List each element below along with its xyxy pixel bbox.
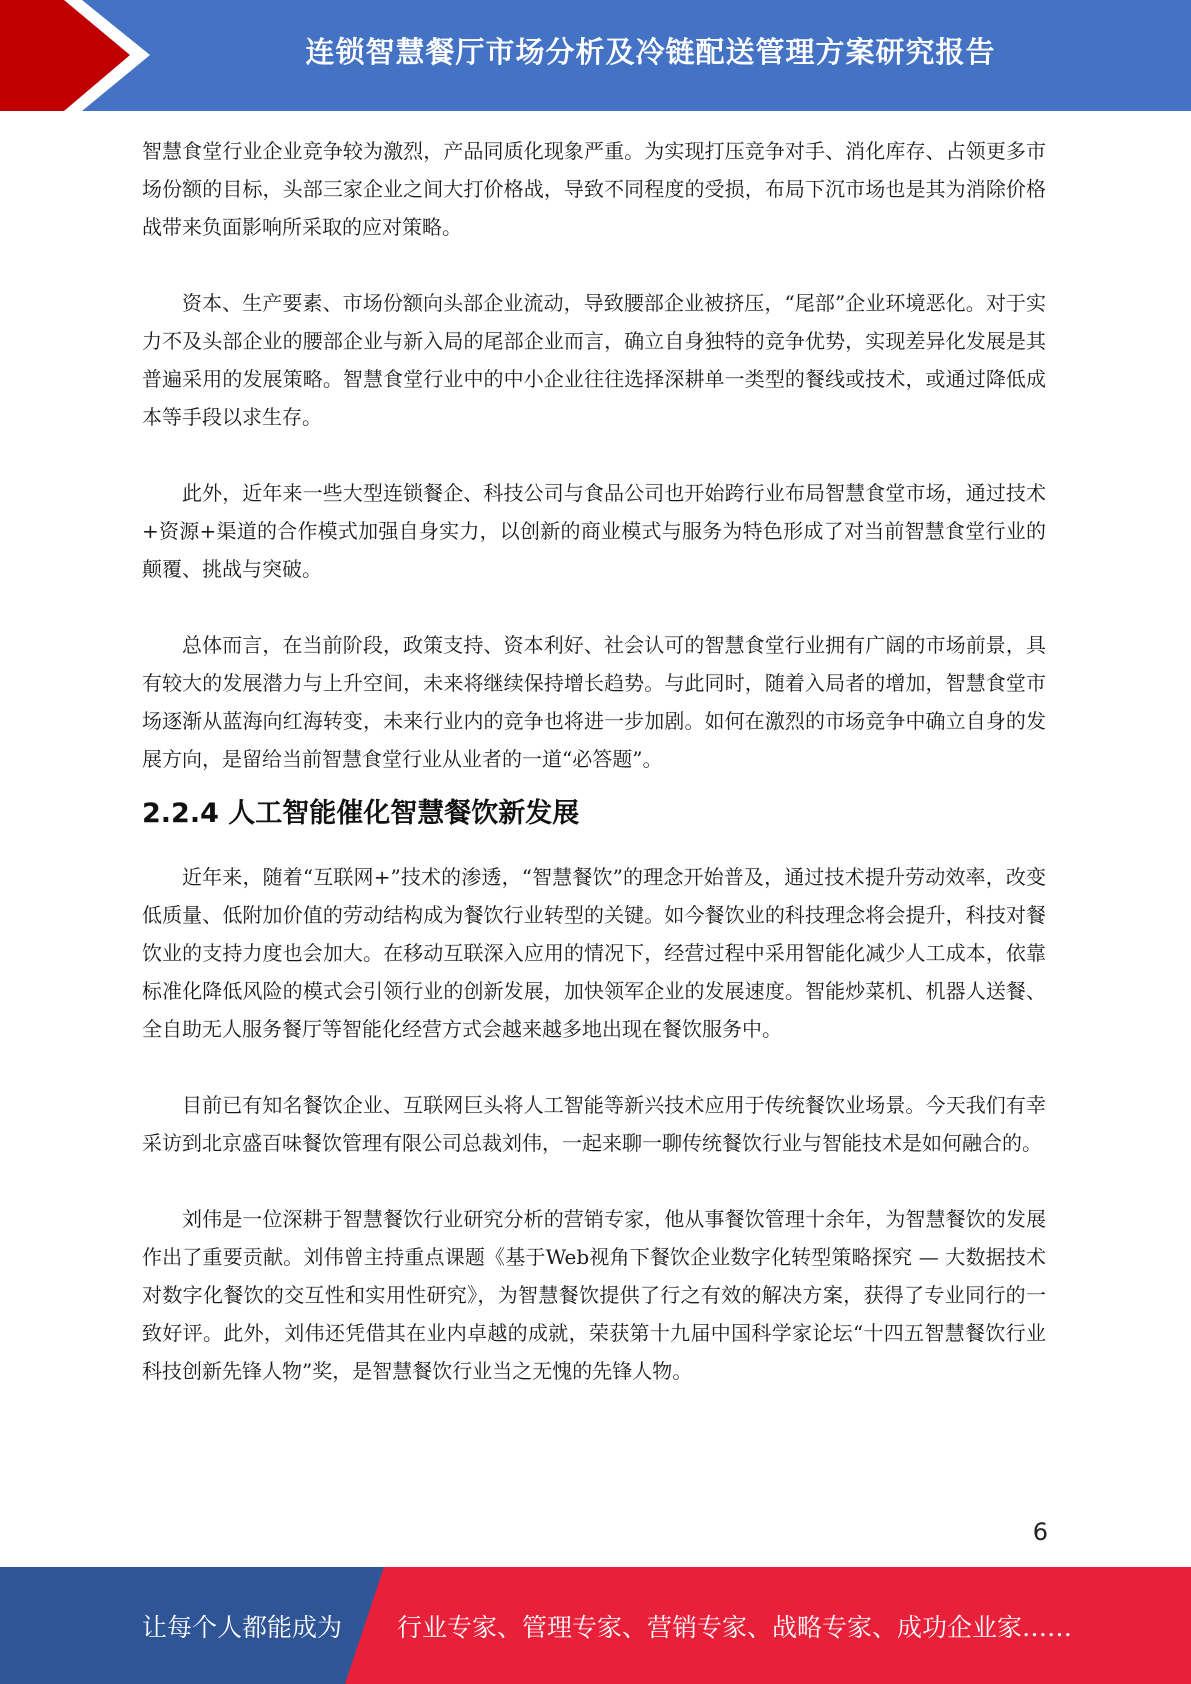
footer-slogan-right: 行业专家、管理专家、营销专家、战略专家、成功企业家…… (397, 1612, 1073, 1642)
paragraph: 此外，近年来一些大型连锁餐企、科技公司与食品公司也开始跨行业布局智慧食堂市场，通过技术+资源+渠道的合作模式加强自身实力，以创新的商业模式与服务为特色形成了对当前智慧食堂行业的颠覆、挑战与突破。 (142, 481, 1046, 581)
page-footer (0, 1567, 1191, 1684)
paragraph: 近年来，随着“互联网+”技术的渗透，“智慧餐饮”的理念开始普及，通过技术提升劳动效率，改变低质量、低附加价值的劳动结构成为餐饮行业转型的关键。如今餐饮业的科技理念将会提升，科技对餐饮业的支持力度也会加大。在移动互联深入应用的情况下，经营过程中采用智能化减少人工成本，依靠标准化降低风险的模式会引领行业的创新发展，加快领军企业的发展速度。智能炒菜机、机器人送餐、全自助无人服务餐厅等智能化经营方式会越来越多地出现在餐饮服务中。 (142, 865, 1046, 1041)
section-heading: 2.2.4 人工智能催化智慧餐饮新发展 (142, 798, 580, 829)
page-header (0, 0, 1191, 111)
paragraph: 智慧食堂行业企业竞争较为激烈，产品同质化现象严重。为实现打压竞争对手、消化库存、占领更多市场份额的目标，头部三家企业之间大打价格战，导致不同程度的受损，布局下沉市场也是其为消除价格战带来负面影响所采取的应对策略。 (142, 139, 1046, 239)
header-arrow-decoration (0, 0, 160, 111)
paragraph: 资本、生产要素、市场份额向头部企业流动，导致腰部企业被挤压，“尾部”企业环境恶化。对于实力不及头部企业的腰部企业与新入局的尾部企业而言，确立自身独特的竞争优势，实现差异化发展是其普遍采用的发展策略。智慧食堂行业中的中小企业往往选择深耕单一类型的餐线或技术，或通过降低成本等手段以求生存。 (142, 291, 1046, 429)
report-title: 连锁智慧餐厅市场分析及冷链配送管理方案研究报告 (305, 34, 996, 69)
paragraph: 总体而言，在当前阶段，政策支持、资本利好、社会认可的智慧食堂行业拥有广阔的市场前景，具有较大的发展潜力与上升空间，未来将继续保持增长趋势。与此同时，随着入局者的增加，智慧食堂市场逐渐从蓝海向红海转变，未来行业内的竞争也将进一步加剧。如何在激烈的市场竞争中确立自身的发展方向，是留给当前智慧食堂行业从业者的一道“必答题”。 (142, 633, 1046, 771)
paragraph: 目前已有知名餐饮企业、互联网巨头将人工智能等新兴技术应用于传统餐饮业场景。今天我们有幸采访到北京盛百味餐饮管理有限公司总裁刘伟，一起来聊一聊传统餐饮行业与智能技术是如何融合的。 (142, 1093, 1046, 1155)
document-body (142, 132, 1046, 1390)
page-number: 6 (1032, 1518, 1048, 1546)
footer-slogan-left: 让每个人都能成为 (142, 1612, 343, 1642)
paragraph: 刘伟是一位深耕于智慧餐饮行业研究分析的营销专家，他从事餐饮管理十余年，为智慧餐饮的发展作出了重要贡献。刘伟曾主持重点课题《基于Web视角下餐饮企业数字化转型策略探究 — 大数据技术对数字化餐饮的交互性和实用性研究》，为智慧餐饮提供了行之有效的解决方案，获得了专业同行的一致好评。此外，刘伟还凭借其在业内卓越的成就，荣获第十九届中国科学家论坛“十四五智慧餐饮行业科技创新先锋人物”奖，是智慧餐饮行业当之无愧的先锋人物。 (142, 1207, 1046, 1383)
